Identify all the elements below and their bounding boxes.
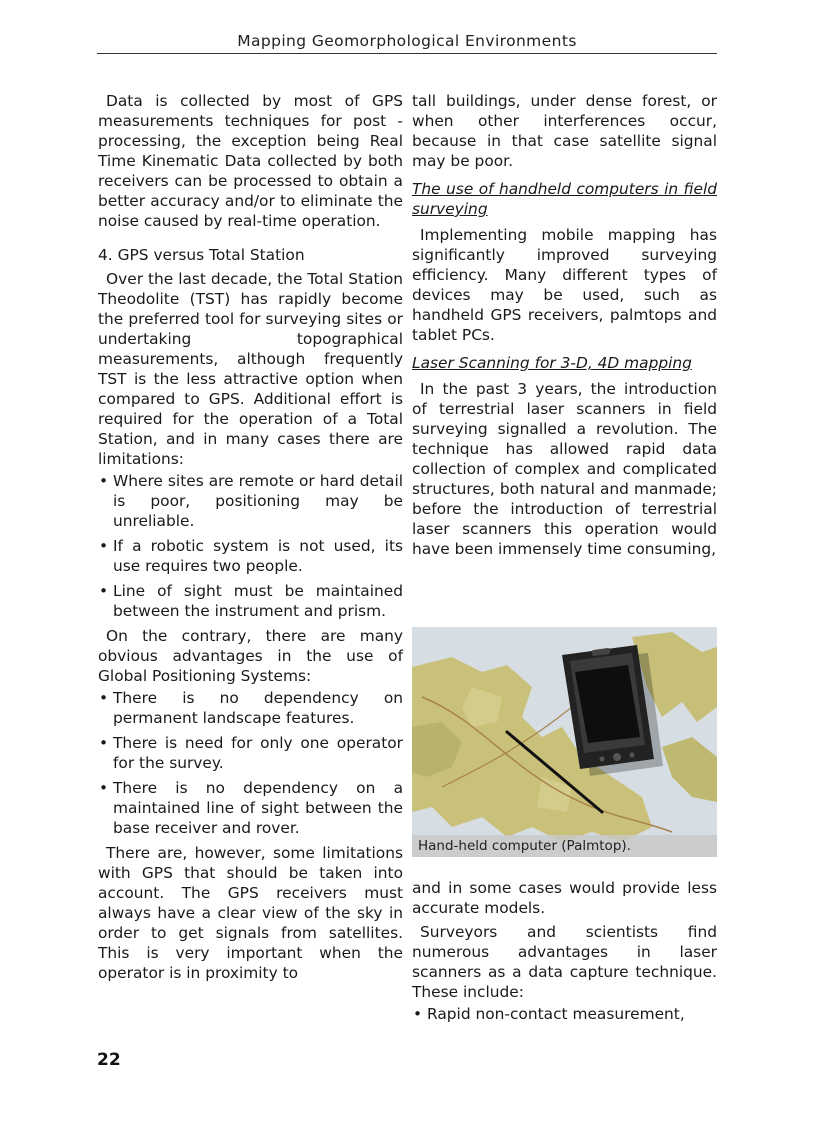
right-paragraph-2: Implementing mobile mapping has significantly improved surveying efficiency. Many different types of devices may be used, such as handheld GPS receivers, palmtops and tablet PCs.	[412, 226, 717, 344]
list-item: • There is no dependency on a maintained line of sight between the base receiver and rover.	[98, 778, 403, 838]
advantages-list	[98, 688, 403, 838]
list-item: • Rapid non-contact measurement,	[412, 1004, 717, 1024]
running-header	[97, 29, 717, 54]
left-paragraph-2: Over the last decade, the Total Station Theodolite (TST) has rapidly become the preferred tool for surveying sites or undertaking topographical measurements, although frequently TST is the less attractive option when compared to GPS. Additional effort is required for the operation of a Total Station, and in many cases there are limitations:	[98, 270, 403, 468]
list-item: • Where sites are remote or hard detail is poor, positioning may be unreliable.	[98, 471, 403, 531]
palmtop-photo	[412, 627, 717, 857]
page-number: 22	[97, 1050, 121, 1070]
left-paragraph-1: Data is collected by most of GPS measurements techniques for post - processing, the exception being Real Time Kinematic Data collected by both receivers can be processed to obtain a better accuracy and/or to eliminate the noise caused by real-time operation.	[98, 92, 403, 230]
list-item: • Line of sight must be maintained between the instrument and prism.	[98, 581, 403, 621]
right-paragraph-1: tall buildings, under dense forest, or when other interferences occur, because in that case satellite signal may be poor.	[412, 92, 717, 170]
figure-caption: Hand-held computer (Palmtop).	[412, 835, 717, 857]
palmtop-illustration	[412, 627, 717, 857]
right-column-top	[412, 91, 717, 559]
limitations-list	[98, 471, 403, 621]
list-item: • If a robotic system is not used, its use requires two people.	[98, 536, 403, 576]
left-paragraph-3: On the contrary, there are many obvious advantages in the use of Global Positioning Systems:	[98, 627, 403, 685]
left-paragraph-4: There are, however, some limitations with GPS that should be taken into account. The GPS receivers must always have a clear view of the sky in order to get signals from satellites. This is very important when the operator is in proximity to	[98, 844, 403, 982]
subheading-handheld: The use of handheld computers in field surveying	[412, 180, 717, 218]
section-title: 4. GPS versus Total Station	[98, 246, 305, 264]
running-header-title: Mapping Geomorphological Environments	[237, 32, 577, 50]
list-item: • There is no dependency on permanent landscape features.	[98, 688, 403, 728]
left-column	[98, 91, 403, 983]
right-column-bottom	[412, 878, 717, 1029]
right-paragraph-5: Surveyors and scientists find numerous advantages in laser scanners as a data capture technique. These include:	[412, 923, 717, 1001]
right-paragraph-3: In the past 3 years, the introduction of terrestrial laser scanners in field surveying signalled a revolution. The technique has allowed rapid data collection of complex and complicated structures, both natural and manmade; before the introduction of terrestrial laser scanners this operation would have been immensely time consuming,	[412, 380, 717, 558]
subheading-laser-scanning: Laser Scanning for 3-D, 4D mapping	[412, 354, 692, 372]
laser-advantages-list	[412, 1004, 717, 1024]
list-item: • There is need for only one operator for the survey.	[98, 733, 403, 773]
right-paragraph-4: and in some cases would provide less accurate models.	[412, 879, 717, 917]
